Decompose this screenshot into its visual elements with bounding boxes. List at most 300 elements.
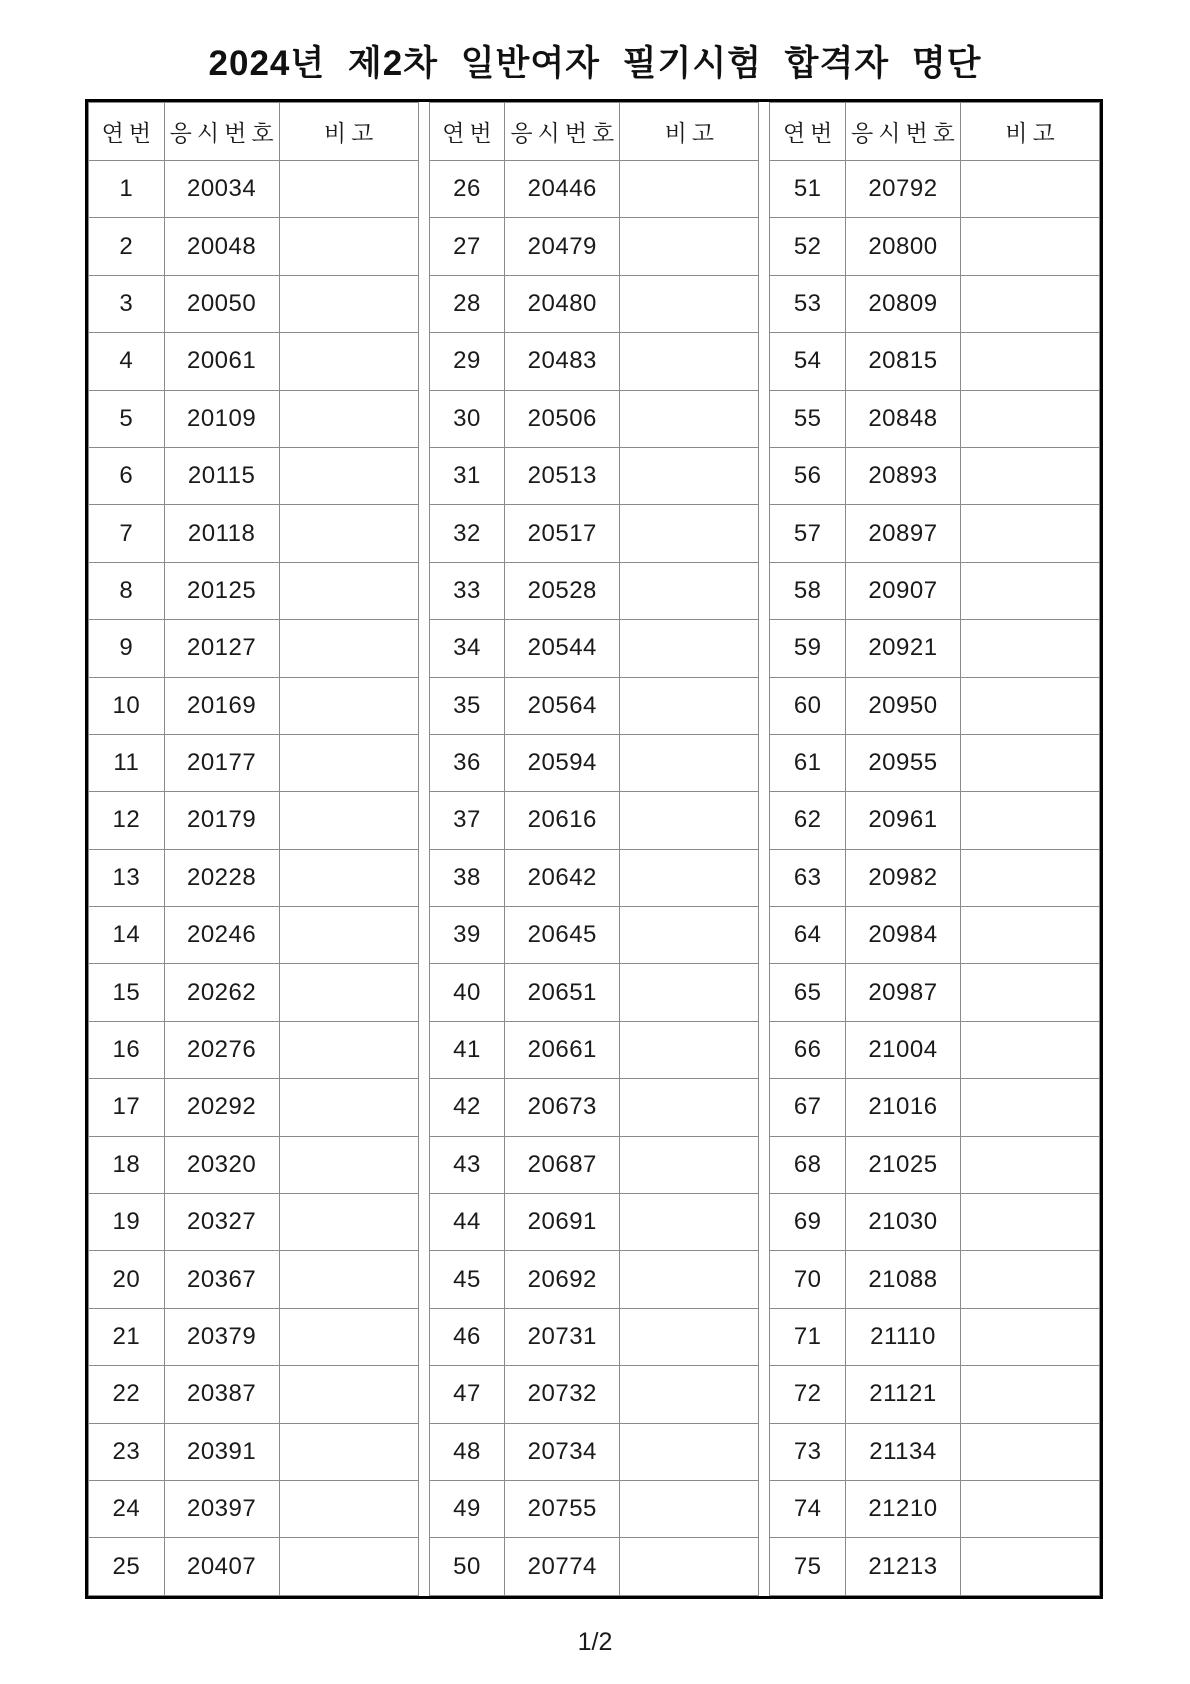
remarks-cell — [279, 1538, 418, 1596]
remarks-cell — [279, 505, 418, 562]
serial-number-cell: 69 — [770, 1194, 846, 1251]
serial-number-cell: 25 — [89, 1538, 165, 1596]
table-row — [429, 1366, 759, 1423]
exam-number-cell: 20528 — [505, 562, 620, 619]
exam-number-cell: 20276 — [164, 1021, 279, 1078]
table-row — [429, 333, 759, 390]
serial-number-cell: 36 — [429, 734, 505, 791]
table-row — [429, 1480, 759, 1537]
serial-number-cell: 61 — [770, 734, 846, 791]
serial-number-cell: 16 — [89, 1021, 165, 1078]
exam-number-cell: 21210 — [846, 1480, 961, 1537]
table-row — [429, 620, 759, 677]
serial-number-cell: 28 — [429, 275, 505, 332]
table-row — [89, 1308, 419, 1365]
exam-number-cell: 20506 — [505, 390, 620, 447]
remarks-cell — [960, 1480, 1099, 1537]
remarks-cell — [620, 734, 759, 791]
remarks-cell — [620, 677, 759, 734]
exam-number-cell: 20692 — [505, 1251, 620, 1308]
serial-number-cell: 43 — [429, 1136, 505, 1193]
col-remarks-header: 비고 — [960, 103, 1099, 161]
remarks-cell — [960, 1366, 1099, 1423]
remarks-cell — [960, 620, 1099, 677]
serial-number-cell: 6 — [89, 447, 165, 504]
exam-number-cell: 20893 — [846, 447, 961, 504]
serial-number-cell: 40 — [429, 964, 505, 1021]
remarks-cell — [960, 505, 1099, 562]
serial-number-cell: 72 — [770, 1366, 846, 1423]
table-row — [770, 677, 1100, 734]
exam-number-cell: 20125 — [164, 562, 279, 619]
serial-number-cell: 11 — [89, 734, 165, 791]
table-row — [429, 964, 759, 1021]
exam-number-cell: 20984 — [846, 907, 961, 964]
table-row — [429, 677, 759, 734]
table-row — [770, 1366, 1100, 1423]
table-row — [89, 562, 419, 619]
exam-number-cell: 20061 — [164, 333, 279, 390]
exam-number-cell: 20731 — [505, 1308, 620, 1365]
table-row — [89, 447, 419, 504]
serial-number-cell: 52 — [770, 218, 846, 275]
remarks-cell — [960, 964, 1099, 1021]
exam-number-cell: 20661 — [505, 1021, 620, 1078]
remarks-cell — [960, 1251, 1099, 1308]
remarks-cell — [960, 1079, 1099, 1136]
serial-number-cell: 57 — [770, 505, 846, 562]
exam-number-cell: 20177 — [164, 734, 279, 791]
table-row — [89, 734, 419, 791]
remarks-cell — [960, 447, 1099, 504]
exam-number-cell: 21134 — [846, 1423, 961, 1480]
pass-list-group-3 — [769, 102, 1100, 1596]
table-row — [429, 792, 759, 849]
table-row — [89, 1251, 419, 1308]
serial-number-cell: 23 — [89, 1423, 165, 1480]
table-row — [770, 275, 1100, 332]
remarks-cell — [279, 1194, 418, 1251]
remarks-cell — [279, 562, 418, 619]
exam-number-cell: 20513 — [505, 447, 620, 504]
exam-number-cell: 20327 — [164, 1194, 279, 1251]
exam-number-cell: 20961 — [846, 792, 961, 849]
table-row — [429, 1021, 759, 1078]
serial-number-cell: 15 — [89, 964, 165, 1021]
exam-number-cell: 20246 — [164, 907, 279, 964]
remarks-cell — [620, 1538, 759, 1596]
col-serial-header: 연번 — [429, 103, 505, 161]
serial-number-cell: 33 — [429, 562, 505, 619]
serial-number-cell: 48 — [429, 1423, 505, 1480]
serial-number-cell: 35 — [429, 677, 505, 734]
table-row — [429, 390, 759, 447]
exam-number-cell: 21110 — [846, 1308, 961, 1365]
remarks-cell — [620, 907, 759, 964]
exam-number-cell: 20127 — [164, 620, 279, 677]
remarks-cell — [279, 1423, 418, 1480]
serial-number-cell: 26 — [429, 161, 505, 218]
remarks-cell — [960, 1021, 1099, 1078]
exam-number-cell: 20792 — [846, 161, 961, 218]
exam-number-cell: 21088 — [846, 1251, 961, 1308]
exam-number-cell: 20048 — [164, 218, 279, 275]
col-exam-number-header: 응시번호 — [505, 103, 620, 161]
remarks-cell — [620, 1251, 759, 1308]
table-row — [770, 1136, 1100, 1193]
exam-number-cell: 20050 — [164, 275, 279, 332]
exam-number-cell: 20480 — [505, 275, 620, 332]
table-row — [89, 1423, 419, 1480]
serial-number-cell: 39 — [429, 907, 505, 964]
exam-number-cell: 20907 — [846, 562, 961, 619]
serial-number-cell: 22 — [89, 1366, 165, 1423]
exam-number-cell: 20732 — [505, 1366, 620, 1423]
exam-number-cell: 20169 — [164, 677, 279, 734]
table-row — [89, 505, 419, 562]
serial-number-cell: 45 — [429, 1251, 505, 1308]
remarks-cell — [960, 734, 1099, 791]
serial-number-cell: 42 — [429, 1079, 505, 1136]
remarks-cell — [620, 1194, 759, 1251]
col-serial-header: 연번 — [770, 103, 846, 161]
remarks-cell — [960, 1136, 1099, 1193]
serial-number-cell: 29 — [429, 333, 505, 390]
remarks-cell — [279, 792, 418, 849]
exam-number-cell: 20544 — [505, 620, 620, 677]
header-row — [429, 103, 759, 161]
remarks-cell — [960, 218, 1099, 275]
exam-number-cell: 20179 — [164, 792, 279, 849]
table-row — [89, 792, 419, 849]
remarks-cell — [960, 390, 1099, 447]
exam-number-cell: 20228 — [164, 849, 279, 906]
remarks-cell — [960, 1538, 1099, 1596]
serial-number-cell: 10 — [89, 677, 165, 734]
table-row — [89, 1480, 419, 1537]
exam-number-cell: 20387 — [164, 1366, 279, 1423]
table-row — [770, 1079, 1100, 1136]
remarks-cell — [620, 1308, 759, 1365]
table-row — [770, 734, 1100, 791]
exam-number-cell: 20809 — [846, 275, 961, 332]
serial-number-cell: 12 — [89, 792, 165, 849]
table-row — [770, 1021, 1100, 1078]
exam-number-cell: 20292 — [164, 1079, 279, 1136]
exam-number-cell: 20645 — [505, 907, 620, 964]
table-row — [770, 333, 1100, 390]
remarks-cell — [279, 218, 418, 275]
remarks-cell — [960, 1423, 1099, 1480]
header-row — [770, 103, 1100, 161]
exam-number-cell: 20320 — [164, 1136, 279, 1193]
serial-number-cell: 8 — [89, 562, 165, 619]
exam-number-cell: 20921 — [846, 620, 961, 677]
table-row — [429, 1308, 759, 1365]
serial-number-cell: 56 — [770, 447, 846, 504]
remarks-cell — [620, 505, 759, 562]
pass-list-group-1 — [88, 102, 419, 1596]
table-row — [89, 1538, 419, 1596]
remarks-cell — [960, 161, 1099, 218]
serial-number-cell: 4 — [89, 333, 165, 390]
table-row — [89, 1021, 419, 1078]
exam-number-cell: 21025 — [846, 1136, 961, 1193]
table-row — [770, 218, 1100, 275]
table-row — [770, 907, 1100, 964]
table-row — [89, 161, 419, 218]
table-row — [429, 447, 759, 504]
page-number: 1/2 — [577, 1628, 613, 1656]
exam-number-cell: 20407 — [164, 1538, 279, 1596]
remarks-cell — [620, 333, 759, 390]
exam-number-cell: 20755 — [505, 1480, 620, 1537]
table-row — [89, 1366, 419, 1423]
pass-list-group-2 — [429, 102, 760, 1596]
exam-number-cell: 20115 — [164, 447, 279, 504]
remarks-cell — [279, 907, 418, 964]
col-exam-number-header: 응시번호 — [846, 103, 961, 161]
remarks-cell — [960, 907, 1099, 964]
serial-number-cell: 24 — [89, 1480, 165, 1537]
serial-number-cell: 41 — [429, 1021, 505, 1078]
table-row — [89, 964, 419, 1021]
exam-number-cell: 20848 — [846, 390, 961, 447]
exam-number-cell: 20734 — [505, 1423, 620, 1480]
exam-number-cell: 20800 — [846, 218, 961, 275]
exam-number-cell: 21030 — [846, 1194, 961, 1251]
table-row — [770, 390, 1100, 447]
table-row — [770, 1538, 1100, 1596]
exam-number-cell: 20479 — [505, 218, 620, 275]
table-row — [770, 161, 1100, 218]
exam-number-cell: 21121 — [846, 1366, 961, 1423]
table-row — [770, 562, 1100, 619]
remarks-cell — [279, 390, 418, 447]
table-row — [770, 964, 1100, 1021]
exam-number-cell: 20483 — [505, 333, 620, 390]
remarks-cell — [620, 1079, 759, 1136]
serial-number-cell: 73 — [770, 1423, 846, 1480]
serial-number-cell: 1 — [89, 161, 165, 218]
table-row — [429, 1136, 759, 1193]
serial-number-cell: 50 — [429, 1538, 505, 1596]
serial-number-cell: 27 — [429, 218, 505, 275]
serial-number-cell: 21 — [89, 1308, 165, 1365]
serial-number-cell: 9 — [89, 620, 165, 677]
remarks-cell — [279, 620, 418, 677]
remarks-cell — [620, 792, 759, 849]
table-row — [770, 1423, 1100, 1480]
serial-number-cell: 34 — [429, 620, 505, 677]
table-row — [770, 1251, 1100, 1308]
serial-number-cell: 54 — [770, 333, 846, 390]
serial-number-cell: 20 — [89, 1251, 165, 1308]
serial-number-cell: 68 — [770, 1136, 846, 1193]
table-row — [770, 1480, 1100, 1537]
remarks-cell — [279, 1251, 418, 1308]
table-row — [429, 562, 759, 619]
col-exam-number-header: 응시번호 — [164, 103, 279, 161]
exam-number-cell: 20517 — [505, 505, 620, 562]
serial-number-cell: 58 — [770, 562, 846, 619]
remarks-cell — [960, 275, 1099, 332]
table-row — [89, 218, 419, 275]
serial-number-cell: 49 — [429, 1480, 505, 1537]
serial-number-cell: 65 — [770, 964, 846, 1021]
exam-number-cell: 20594 — [505, 734, 620, 791]
table-row — [429, 1079, 759, 1136]
exam-number-cell: 20897 — [846, 505, 961, 562]
exam-number-cell: 20642 — [505, 849, 620, 906]
remarks-cell — [620, 964, 759, 1021]
serial-number-cell: 74 — [770, 1480, 846, 1537]
table-row — [770, 1308, 1100, 1365]
remarks-cell — [620, 218, 759, 275]
col-serial-header: 연번 — [89, 103, 165, 161]
remarks-cell — [960, 562, 1099, 619]
table-row — [429, 1194, 759, 1251]
table-row — [429, 734, 759, 791]
serial-number-cell: 62 — [770, 792, 846, 849]
exam-number-cell: 20673 — [505, 1079, 620, 1136]
exam-number-cell: 20691 — [505, 1194, 620, 1251]
serial-number-cell: 75 — [770, 1538, 846, 1596]
exam-number-cell: 20774 — [505, 1538, 620, 1596]
serial-number-cell: 51 — [770, 161, 846, 218]
exam-number-cell: 20987 — [846, 964, 961, 1021]
serial-number-cell: 2 — [89, 218, 165, 275]
serial-number-cell: 3 — [89, 275, 165, 332]
table-row — [429, 218, 759, 275]
remarks-cell — [279, 677, 418, 734]
serial-number-cell: 31 — [429, 447, 505, 504]
exam-number-cell: 20950 — [846, 677, 961, 734]
remarks-cell — [279, 1021, 418, 1078]
serial-number-cell: 37 — [429, 792, 505, 849]
serial-number-cell: 5 — [89, 390, 165, 447]
page-title: 2024년 제2차 일반여자 필기시험 합격자 명단 — [208, 44, 982, 83]
table-row — [89, 620, 419, 677]
serial-number-cell: 32 — [429, 505, 505, 562]
table-row — [89, 677, 419, 734]
remarks-cell — [620, 390, 759, 447]
remarks-cell — [279, 1366, 418, 1423]
serial-number-cell: 59 — [770, 620, 846, 677]
table-row — [89, 390, 419, 447]
remarks-cell — [620, 447, 759, 504]
serial-number-cell: 60 — [770, 677, 846, 734]
remarks-cell — [279, 1308, 418, 1365]
exam-number-cell: 20982 — [846, 849, 961, 906]
exam-number-cell: 20815 — [846, 333, 961, 390]
serial-number-cell: 7 — [89, 505, 165, 562]
table-row — [770, 505, 1100, 562]
exam-number-cell: 20391 — [164, 1423, 279, 1480]
exam-number-cell: 21016 — [846, 1079, 961, 1136]
table-row — [429, 161, 759, 218]
remarks-cell — [620, 562, 759, 619]
serial-number-cell: 46 — [429, 1308, 505, 1365]
table-row — [429, 1423, 759, 1480]
table-row — [429, 907, 759, 964]
remarks-cell — [279, 849, 418, 906]
table-row — [429, 849, 759, 906]
remarks-cell — [620, 1136, 759, 1193]
exam-number-cell: 20367 — [164, 1251, 279, 1308]
serial-number-cell: 30 — [429, 390, 505, 447]
remarks-cell — [279, 447, 418, 504]
exam-number-cell: 20397 — [164, 1480, 279, 1537]
serial-number-cell: 13 — [89, 849, 165, 906]
serial-number-cell: 67 — [770, 1079, 846, 1136]
remarks-cell — [620, 1423, 759, 1480]
table-row — [770, 1194, 1100, 1251]
col-remarks-header: 비고 — [279, 103, 418, 161]
remarks-cell — [620, 275, 759, 332]
remarks-cell — [960, 677, 1099, 734]
remarks-cell — [279, 275, 418, 332]
serial-number-cell: 70 — [770, 1251, 846, 1308]
exam-number-cell: 20687 — [505, 1136, 620, 1193]
exam-number-cell: 20109 — [164, 390, 279, 447]
remarks-cell — [279, 964, 418, 1021]
table-row — [89, 1136, 419, 1193]
serial-number-cell: 38 — [429, 849, 505, 906]
serial-number-cell: 14 — [89, 907, 165, 964]
remarks-cell — [279, 333, 418, 390]
table-row — [89, 1079, 419, 1136]
serial-number-cell: 55 — [770, 390, 846, 447]
remarks-cell — [279, 1480, 418, 1537]
remarks-cell — [620, 849, 759, 906]
remarks-cell — [960, 333, 1099, 390]
table-row — [89, 275, 419, 332]
table-row — [770, 447, 1100, 504]
exam-number-cell: 20379 — [164, 1308, 279, 1365]
serial-number-cell: 19 — [89, 1194, 165, 1251]
table-row — [429, 505, 759, 562]
pass-list-table — [85, 99, 1103, 1599]
remarks-cell — [620, 1366, 759, 1423]
table-row — [770, 849, 1100, 906]
serial-number-cell: 63 — [770, 849, 846, 906]
serial-number-cell: 17 — [89, 1079, 165, 1136]
remarks-cell — [960, 1308, 1099, 1365]
exam-number-cell: 21213 — [846, 1538, 961, 1596]
exam-number-cell: 21004 — [846, 1021, 961, 1078]
remarks-cell — [620, 620, 759, 677]
exam-number-cell: 20955 — [846, 734, 961, 791]
exam-number-cell: 20446 — [505, 161, 620, 218]
remarks-cell — [620, 1021, 759, 1078]
table-row — [770, 792, 1100, 849]
exam-number-cell: 20564 — [505, 677, 620, 734]
remarks-cell — [960, 792, 1099, 849]
exam-number-cell: 20034 — [164, 161, 279, 218]
col-remarks-header: 비고 — [620, 103, 759, 161]
serial-number-cell: 66 — [770, 1021, 846, 1078]
table-row — [89, 333, 419, 390]
remarks-cell — [279, 1079, 418, 1136]
table-row — [429, 275, 759, 332]
table-row — [89, 849, 419, 906]
serial-number-cell: 53 — [770, 275, 846, 332]
serial-number-cell: 44 — [429, 1194, 505, 1251]
remarks-cell — [960, 1194, 1099, 1251]
exam-number-cell: 20262 — [164, 964, 279, 1021]
remarks-cell — [960, 849, 1099, 906]
